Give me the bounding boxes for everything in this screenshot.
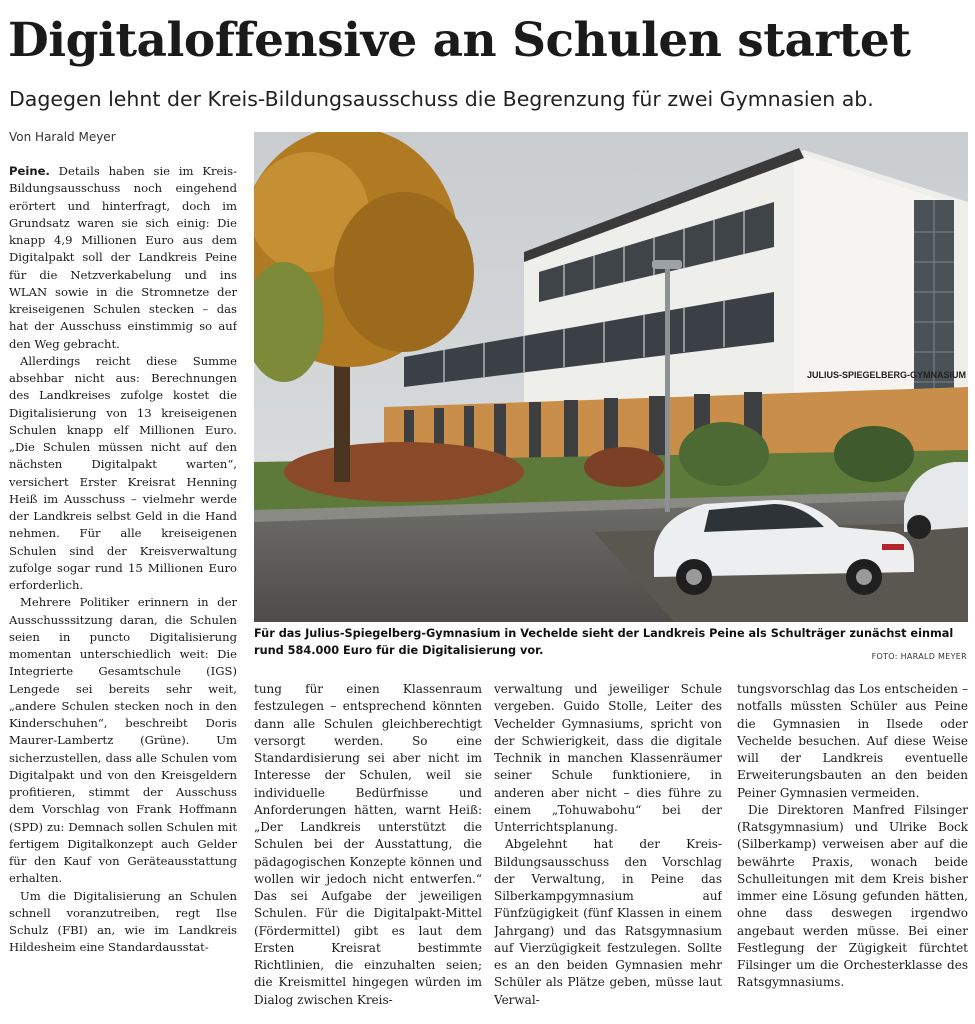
paragraph: tung für einen Klassenraum festzulegen – entsprechend könnten dann alle Schulen gleichberechtigt versorgt werden. So eine Standardisierung sei aber nicht im Interesse der Schulen, weil sie individuelle Bedürfnisse und Anforderungen hätten, warnt Heiß: „Der Landkreis unterstützt die Schulen bei der Ausstattung, die pädagogischen Konzepte können und wollen wir jedoch nicht entwerfen.“ Das sei Aufgabe der jeweiligen Schulen. Für die Digitalpakt-Mittel (Fördermittel) gibt es laut dem Ersten Kreisrat bestimmte Richtlinien, die einzuhalten seien; die Kreismittel hingegen würden im Dialog zwischen Kreis- [254,682,482,1007]
paragraph: Allerdings reicht diese Summe absehbar nicht aus: Berechnungen des Landkreises zufolge kostet die Digitalisierung von 13 kreiseigenen Schulen knapp elf Millionen Euro. „Die Schulen müssen nicht auf den nächsten Digitalpakt warten“, versichert Erster Kreisrat Henning Heiß im Ausschuss – vielmehr werde der Landkreis selbst Geld in die Hand nehmen. Für alle kreiseigenen Schulen sind der Kreisverwaltung zufolge sogar rund 15 Millionen Euro erforderlich. [9,353,237,592]
photo-credit: FOTO: HARALD MEYER [871,652,967,661]
photo-caption: Für das Julius-Spiegelberg-Gymnasium in Vechelde sieht der Landkreis Peine als Schulträger zunächst einmal rund 584.000 Euro für die Digitalisierung vor. [254,627,954,657]
paragraph-text: Details haben sie im Kreis-Bildungsausschuss noch eingehend erörtert und hinterfragt, doch im Grundsatz waren sie sich einig: Die knapp 4,9 Millionen Euro aus dem Digitalpakt soll der Landkreis Peine für die Netzverkabelung und ins WLAN sowie in die Stromnetze der kreiseigenen Schulen stecken – das hat der Ausschuss einstimmig so auf den Weg gebracht. [9,164,237,351]
paragraph: verwaltung und jeweiliger Schule vergeben. Guido Stolle, Leiter des Vechelder Gymnasiums, spricht von der Schwierigkeit, dass die digitale Technik in manchen Klassenräumer seiner Schule funktioniere, in anderen aber nicht – dies führe zu einem „Tohuwabohu“ bei der Unterrichtsplanung. [494,682,722,834]
paragraph [9,163,237,353]
text-column-2 [254,681,482,1023]
school-building-photo [254,132,968,622]
article-photo [254,132,968,622]
paragraph: Abgelehnt hat der Kreis-Bildungsausschuss den Vorschlag der Verwaltung, in Peine das Silberkampgymnasium auf Fünfzügigkeit (fünf Klassen in einem Jahrgang) und das Ratsgymnasium auf Vierzügigkeit festzulegen. Sollte es an den beiden Gymnasien mehr Schüler als Plätze geben, müsse laut Verwal- [494,837,722,1007]
dateline: Peine. [9,164,50,178]
paragraph: Die Direktoren Manfred Filsinger (Ratsgymnasium) und Ulrike Bock (Silberkamp) verweisen aber auf die bewährte Praxis, wonach beide Schulleitungen mit dem Kreis bisher immer eine Lösung gefunden hätten, ohne dass deswegen irgendwo angebaut werden müsse. Bei einer Festlegung der Zügigkeit fürchtet Filsinger um die Orchesterklasse des Ratsgymnasiums. [737,802,968,990]
building-sign: JULIUS-SPIEGELBERG-GYMNASIUM [807,370,967,380]
text-column-1 [9,163,237,1021]
paragraph: Um die Digitalisierung an Schulen schnell voranzutreiben, regt Ilse Schulz (FBI) an, wie im Landkreis Hildesheim eine Standardausstat- [9,888,237,955]
subheadline: Dagegen lehnt der Kreis-Bildungsausschuss die Begrenzung für zwei Gymnasien ab. [9,87,874,111]
text-column-4 [737,681,968,1023]
paragraph: Mehrere Politiker erinnern in der Ausschusssitzung daran, die Schulen seien in puncto Digitalisierung momentan unterschiedlich weit: Die Integrierte Gesamtschule (IGS) Lengede sei bereits sehr weit, „andere Schulen stecken noch in den Kinderschuhen“, beschreibt Doris Maurer-Lambertz (Grüne). Um sicherzustellen, dass alle Schulen vom Digitalpakt und von den Kreisgeldern profitieren, stimmt der Ausschuss dem Vorschlag von Frank Hoffmann (SPD) zu: Demnach sollen Schulen mit fertigem Digitalkonzept auch Gelder für den Kauf von Geräteausstattung erhalten. [9,595,237,886]
paragraph: tungsvorschlag das Los entscheiden – notfalls müssten Schüler aus Peine die Gymnasien in Ilsede oder Vechelde besuchen. Auf diese Weise will der Landkreis eventuelle Erweiterungsbauten an den beiden Peiner Gymnasien vermeiden. [737,682,968,800]
text-column-3 [494,681,722,1023]
byline: Von Harald Meyer [9,130,116,144]
headline: Digitaloffensive an Schulen startet [8,13,911,68]
